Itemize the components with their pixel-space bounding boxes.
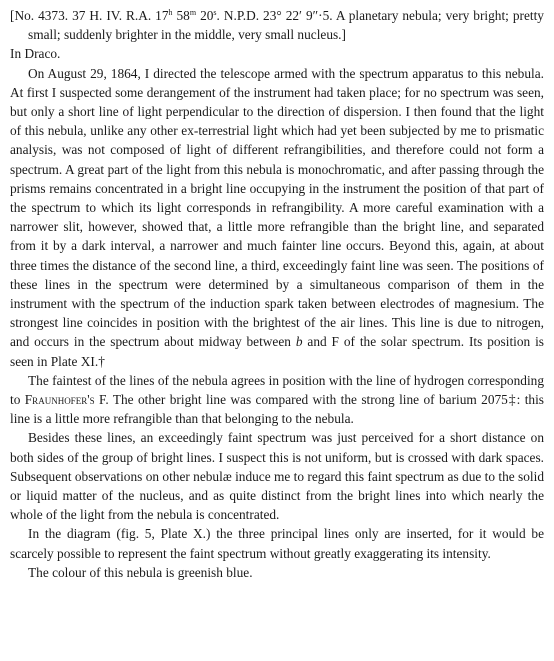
ra-seconds: 20 — [196, 8, 214, 23]
paragraph-colour: The colour of this nebula is greenish blue. — [28, 564, 253, 580]
paragraph-observation — [10, 64, 544, 371]
paragraph-hydrogen-end: F. The other bright line was compared with the strong line of barium 2075‡: this line is a little more refrangible than that belonging to the nebula. — [10, 392, 544, 427]
ra-hour-unit: h — [168, 8, 173, 17]
ra-second-unit: s — [213, 8, 217, 17]
npd-description: . N.P.D. 23° 22′ 9″·5. A planetary nebula; very bright; pretty small; suddenly brighter in the middle, very small nucleus.] — [28, 8, 544, 43]
catalogue-header — [10, 6, 544, 44]
paragraph-faint-spectrum: Besides these lines, an exceedingly faint spectrum was just perceived for a short distance on both sides of the group of bright lines. I suspect this is not uniform, but is crossed with dark spaces. Subsequent observations on other nebulæ induce me to regard this faint spectrum as due to the solid or liquid matter of the nucleus, and as quite distinct from the bright lines into which nearly the whole of the light from the nebula is concentrated. — [10, 430, 544, 523]
header-open: [No. 4373. 37 H. IV. R.A. 17 — [10, 8, 169, 23]
paragraph-hydrogen-text: The faintest of the lines of the nebula agrees in position with the line of hydrogen corresponding to — [10, 372, 544, 408]
paragraph-diagram: In the diagram (fig. 5, Plate X.) the three principal lines only are inserted, for it would be scarcely possible to represent the faint spectrum without greatly exaggerating its intensity. — [10, 526, 544, 561]
ra-minute-unit: m — [189, 8, 197, 17]
solar-line-b: b — [295, 334, 303, 350]
ra-minutes: 58 — [172, 8, 190, 23]
paragraph-hydrogen — [10, 371, 544, 429]
constellation-line: In Draco. — [10, 46, 61, 62]
fraunhofer-name: Fraunhofer's — [24, 392, 95, 408]
paragraph-observation-end: and F of the solar spectrum. Its position is seen in Plate XI.† — [10, 334, 544, 369]
paragraph-observation-text: On August 29, 1864, I directed the telescope armed with the spectrum apparatus to this nebula. At first I suspected some derangement of the instrument had taken place; for no spectrum was seen, but only a short line of light perpendicular to the direction of dispersion. I then found that the light of this nebula, unlike any other ex-terrestrial light which had yet been subjected by me to prismatic analysis, was not composed of light of different refrangibilities, and therefore could not form a spectrum. A great part of the light from this nebula is monochromatic, and after passing through the prisms remains concentrated in a bright line occupying in the instrument the position of that part of the spectrum to which its light corresponds in refrangibility. A more careful examination with a narrower slit, however, showed that, a little more refrangible than the bright line, and separated from it by a dark interval, a narrower and much fainter line occurs. Beyond this, again, at about three times the distance of the second line, a third, exceedingly faint line was seen. The positions of these lines in the spectrum were determined by a simultaneous comparison of them in the instrument with the spectrum of the induction spark taken between electrodes of magnesium. The strongest line coincides in position with the brightest of the air lines. This line is due to nitrogen, and occurs in the spectrum about midway between — [10, 65, 544, 350]
